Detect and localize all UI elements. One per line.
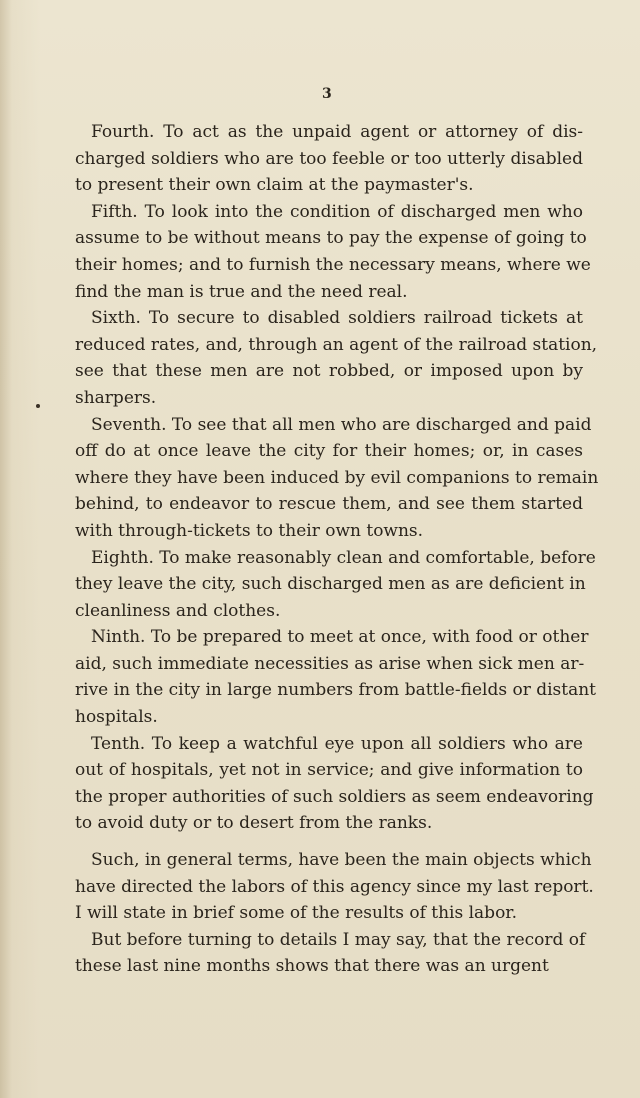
paragraph (75, 199, 591, 305)
paragraph (75, 847, 594, 927)
margin-mark (36, 404, 40, 408)
text-line: cleanliness and clothes. (75, 600, 281, 621)
paragraph (75, 624, 597, 730)
text-line: Ninth. To be prepared to meet at once, with food or other (91, 627, 589, 648)
text-line: behind, to endeavor to rescue them, and see them started (75, 494, 583, 515)
body-text (75, 119, 599, 980)
text-line: Sixth. To secure to disabled soldiers railroad tickets at (91, 308, 583, 329)
text-line: their homes; and to furnish the necessary means, where we (75, 254, 591, 275)
paragraph (75, 412, 599, 545)
text-line: to avoid duty or to desert from the ranks. (75, 813, 433, 834)
text-line: have directed the labors of this agency since my last report. (75, 876, 594, 897)
page-number: 3 (322, 86, 332, 102)
text-line: with through-tickets to their own towns. (75, 520, 424, 541)
text-line: I will state in brief some of the results of this labor. (75, 903, 517, 924)
text-line: where they have been induced by evil companions to remain (75, 467, 599, 488)
text-line: aid, such immediate necessities as arise when sick men ar- (75, 653, 585, 674)
text-line: assume to be without means to pay the expense of going to (75, 228, 587, 249)
text-line: sharpers. (75, 387, 157, 408)
text-line: off do at once leave the city for their homes; or, in cases (75, 441, 583, 462)
paragraph (75, 731, 594, 837)
text-line: Such, in general terms, have been the main objects which (91, 850, 592, 871)
text-line: the proper authorities of such soldiers as seem endeavoring (75, 786, 594, 807)
paragraph (75, 119, 583, 199)
paragraph (75, 305, 598, 411)
text-line: rive in the city in large numbers from battle-fields or distant (75, 680, 597, 701)
text-line: Tenth. To keep a watchful eye upon all soldiers who are (91, 733, 583, 754)
text-line: these last nine months shows that there was an urgent (75, 956, 549, 977)
text-line: charged soldiers who are too feeble or too utterly disabled (75, 148, 583, 169)
text-line: hospitals. (75, 707, 158, 728)
text-line: Fourth. To act as the unpaid agent or attorney of dis- (91, 122, 583, 142)
paragraph (75, 927, 586, 980)
text-line: Seventh. To see that all men who are discharged and paid (91, 414, 592, 435)
text-line: out of hospitals, yet not in service; and give information to (75, 760, 583, 781)
text-line: Fifth. To look into the condition of discharged men who (91, 201, 583, 222)
text-line: see that these men are not robbed, or imposed upon by (75, 361, 583, 382)
text-line: But before turning to details I may say, that the record of (91, 929, 586, 950)
text-line: to present their own claim at the paymaster's. (75, 175, 474, 196)
text-line: find the man is true and the need real. (75, 281, 408, 302)
text-line: reduced rates, and, through an agent of the railroad station, (75, 334, 598, 355)
text-line: they leave the city, such discharged men as are deficient in (75, 574, 586, 595)
paragraph (75, 545, 596, 625)
paragraph-spacer (75, 837, 583, 847)
text-line: Eighth. To make reasonably clean and comfortable, before (91, 547, 596, 568)
